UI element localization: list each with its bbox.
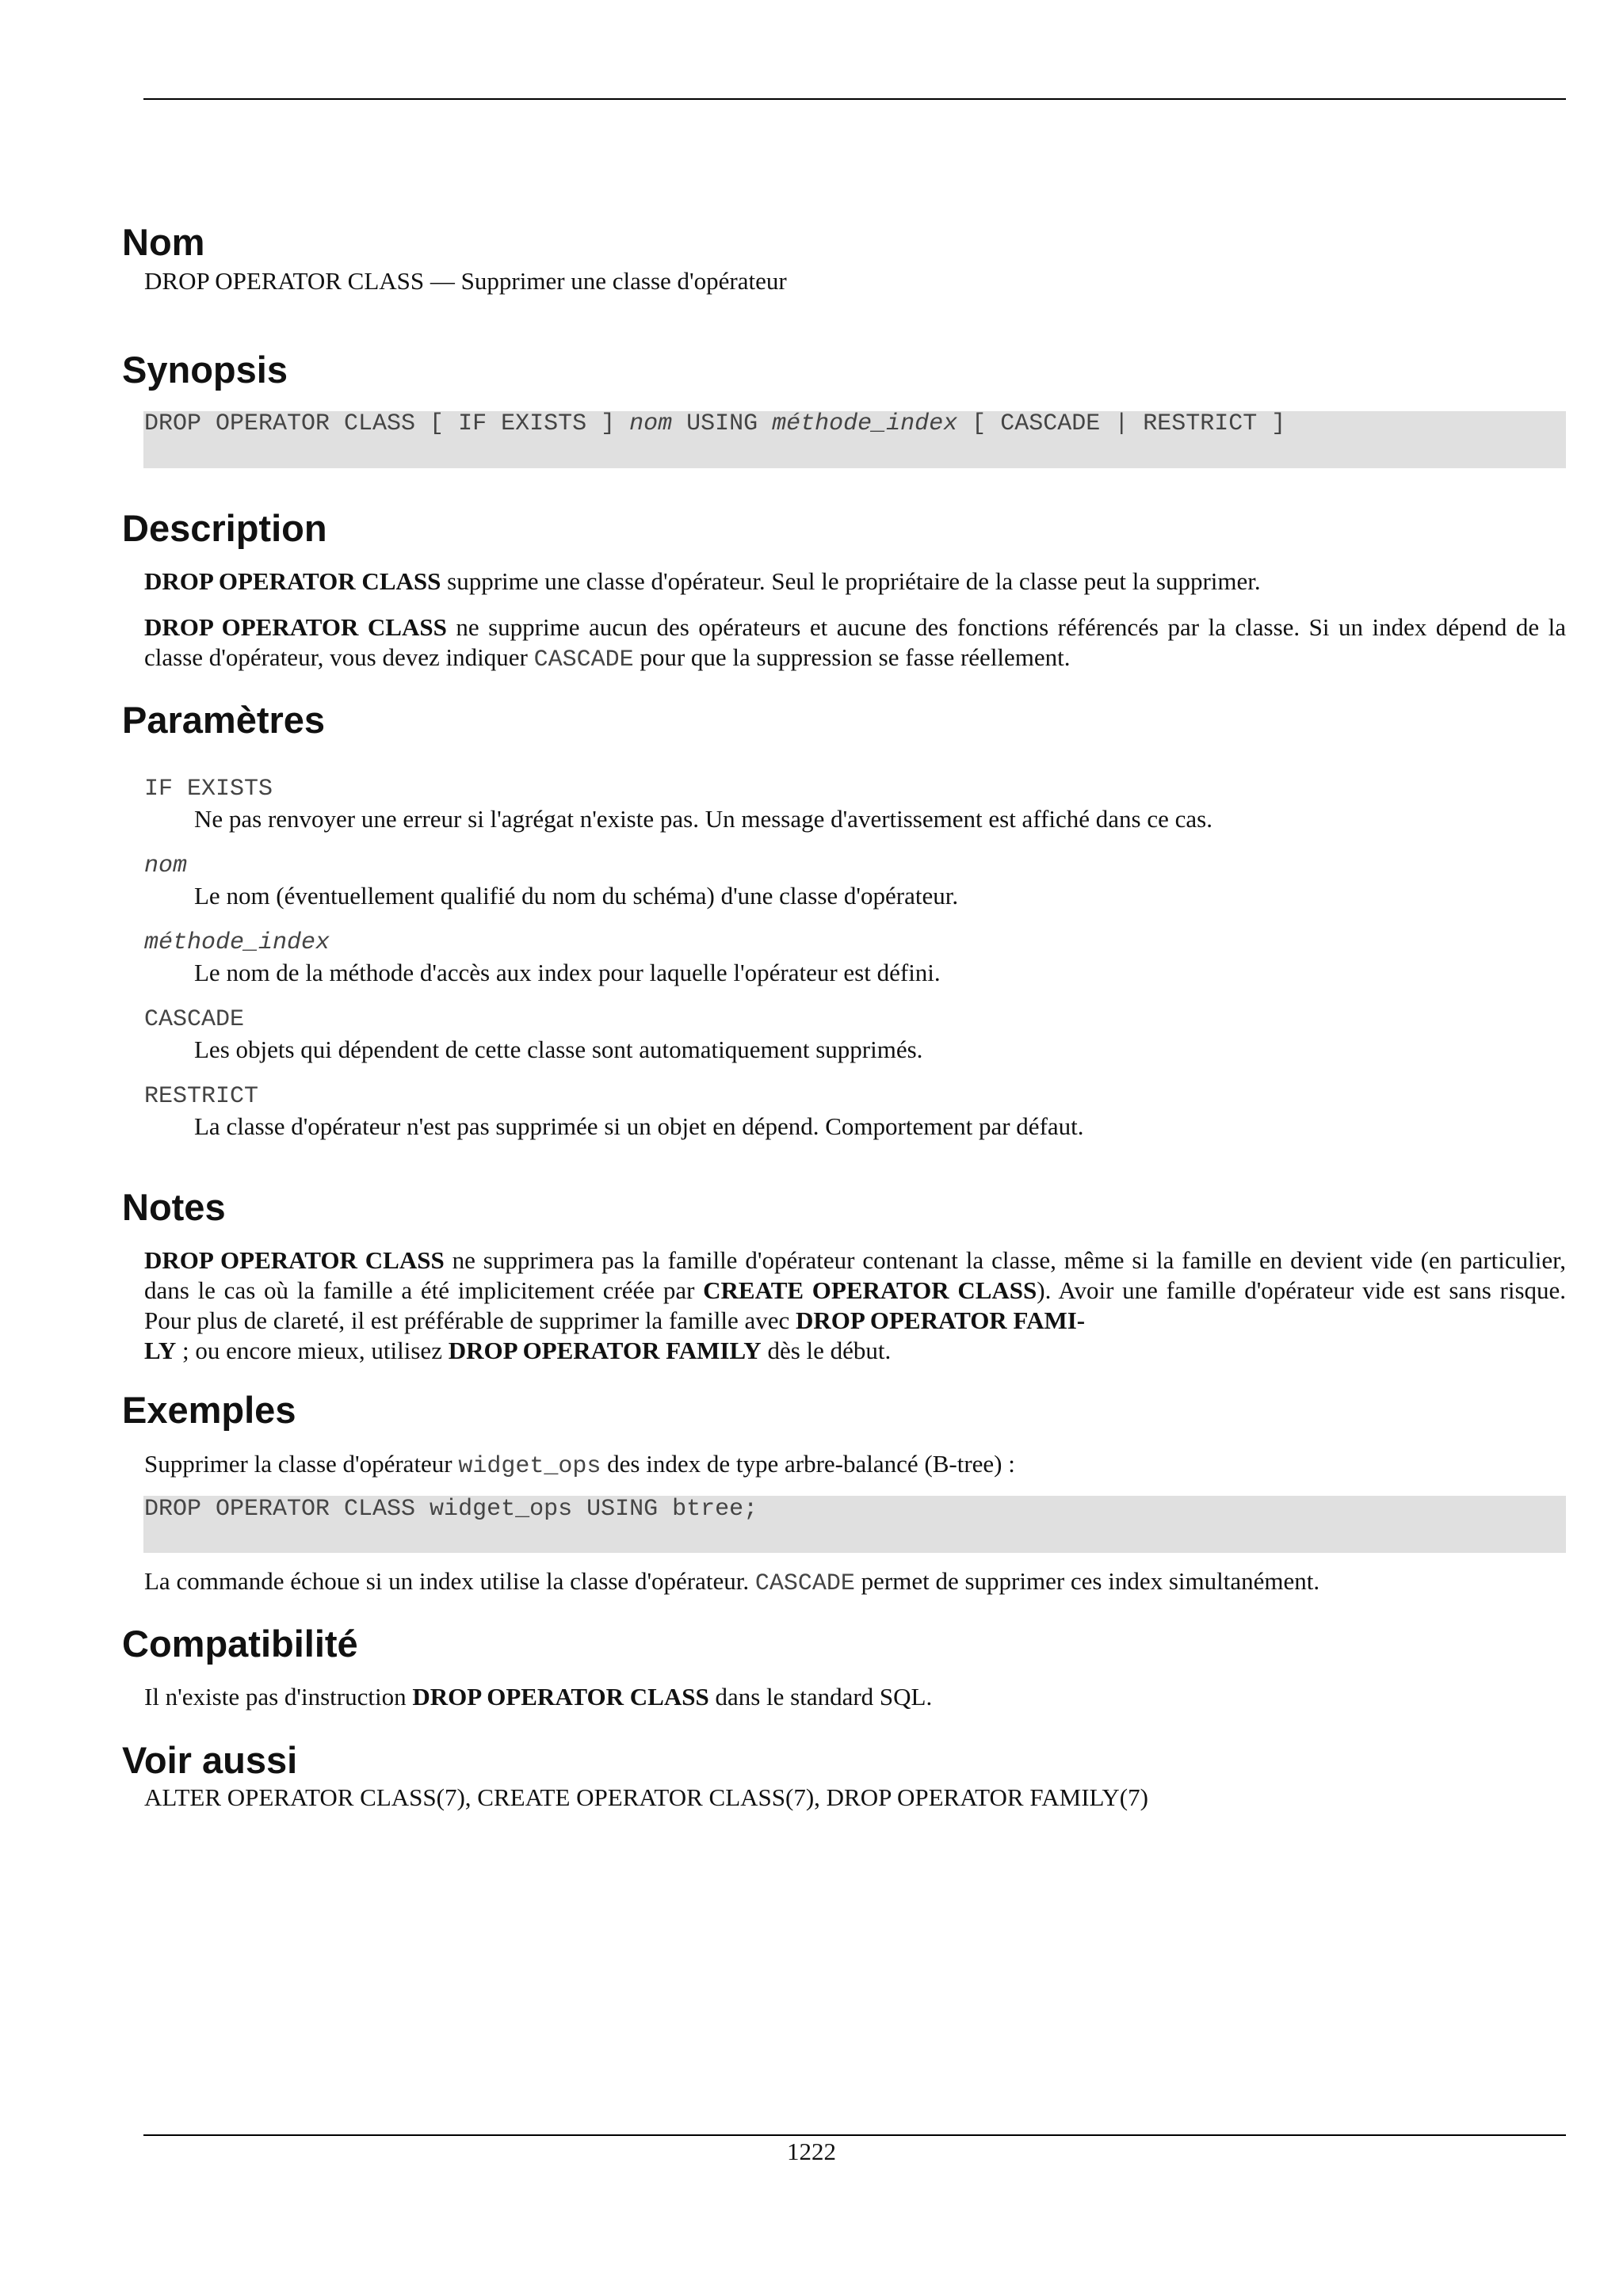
synopsis-part2: USING	[672, 410, 773, 437]
exemples-after-a: La commande échoue si un index utilise la classe d'opérateur.	[144, 1567, 755, 1595]
exemples-code: DROP OPERATOR CLASS widget_ops USING btree;	[144, 1496, 758, 1523]
description-p1-bold: DROP OPERATOR CLASS	[144, 567, 441, 595]
nom-text: DROP OPERATOR CLASS — Supprimer une classe d'opérateur	[144, 267, 787, 295]
exemples-intro-b: des index de type arbre-balancé (B-tree) :	[601, 1450, 1015, 1478]
notes-b1: DROP OPERATOR CLASS	[144, 1246, 445, 1274]
param-def-nom: Le nom (éventuellement qualifié du nom du schéma) d'une classe d'opérateur.	[194, 882, 959, 910]
compatibilite-text	[144, 1682, 1566, 1712]
synopsis-part3: [ CASCADE | RESTRICT ]	[957, 410, 1286, 437]
voir-aussi-text: ALTER OPERATOR CLASS(7), CREATE OPERATOR CLASS(7), DROP OPERATOR FAMILY(7)	[144, 1783, 1148, 1811]
heading-notes: Notes	[122, 1186, 226, 1228]
description-p2-bold: DROP OPERATOR CLASS	[144, 613, 447, 641]
notes-t4: dès le début.	[761, 1337, 892, 1364]
synopsis-code	[144, 409, 1285, 439]
exemples-after-b: permet de supprimer ces index simultanément.	[854, 1567, 1320, 1595]
heading-exemples: Exemples	[122, 1389, 296, 1431]
synopsis-nom: nom	[629, 410, 673, 437]
heading-description: Description	[122, 507, 327, 549]
description-p2-rest-b: pour que la suppression se fasse réellement.	[633, 643, 1071, 671]
heading-compatibilite: Compatibilité	[122, 1623, 358, 1665]
param-term-nom: nom	[144, 852, 188, 879]
footer-rule	[143, 2134, 1566, 2136]
notes-paragraph	[144, 1245, 1566, 1366]
description-paragraph-2	[144, 612, 1566, 675]
heading-parametres: Paramètres	[122, 699, 326, 741]
description-p2-code: CASCADE	[533, 646, 634, 673]
param-term-cascade: CASCADE	[144, 1006, 245, 1033]
description-p2-rest-a: ne supprime aucun des opérateurs et aucune des fonctions référencés par la classe. Si un index dépend de la classe d'opérateur, vous devez indiquer	[144, 613, 1566, 671]
page-number: 1222	[787, 2138, 836, 2165]
exemples-after-code: CASCADE	[754, 1570, 855, 1597]
heading-synopsis: Synopsis	[122, 349, 288, 391]
compatibilite-text-b: dans le standard SQL.	[708, 1683, 933, 1711]
notes-t1: ne supprimera pas la famille d'opérateur contenant la classe, même si la famille en devient vide (en particulier, dans le cas où la famille a été implicitement créée par	[144, 1246, 1566, 1304]
synopsis-part1: DROP OPERATOR CLASS [ IF EXISTS ]	[144, 410, 630, 437]
param-def-if-exists: Ne pas renvoyer une erreur si l'agrégat n'existe pas. Un message d'avertissement est affiché dans ce cas.	[194, 805, 1212, 833]
exemples-intro-code: widget_ops	[458, 1453, 601, 1480]
param-term-if-exists: IF EXISTS	[144, 776, 273, 803]
notes-t2: ). Avoir une famille d'opérateur vide est sans risque. Pour plus de clareté, il est préférable de supprimer la famille avec	[144, 1276, 1567, 1334]
heading-voir-aussi: Voir aussi	[122, 1739, 298, 1781]
param-def-restrict: La classe d'opérateur n'est pas supprimée si un objet en dépend. Comportement par défaut.	[194, 1112, 1084, 1140]
notes-b3a: DROP OPERATOR FAMI-	[796, 1306, 1086, 1334]
description-paragraph-1	[144, 566, 1566, 597]
heading-nom: Nom	[122, 221, 205, 263]
exemples-intro-a: Supprimer la classe d'opérateur	[144, 1450, 459, 1478]
synopsis-methode: méthode_index	[772, 410, 958, 437]
param-term-restrict: RESTRICT	[144, 1083, 259, 1110]
notes-t3: ; ou encore mieux, utilisez	[176, 1337, 449, 1364]
description-p1-rest: supprime une classe d'opérateur. Seul le propriétaire de la classe peut la supprimer.	[441, 567, 1261, 595]
exemples-after	[144, 1566, 1566, 1599]
param-term-methode-index: méthode_index	[144, 929, 330, 956]
param-def-methode-index: Le nom de la méthode d'accès aux index pour laquelle l'opérateur est défini.	[194, 959, 941, 986]
compatibilite-text-a: Il n'existe pas d'instruction	[144, 1683, 413, 1711]
param-def-cascade: Les objets qui dépendent de cette classe sont automatiquement supprimés.	[194, 1035, 923, 1063]
compatibilite-text-bold: DROP OPERATOR CLASS	[412, 1683, 709, 1711]
notes-b2: CREATE OPERATOR CLASS	[703, 1276, 1037, 1304]
exemples-intro	[144, 1449, 1566, 1482]
notes-b4: DROP OPERATOR FAMILY	[448, 1337, 762, 1364]
header-rule	[143, 98, 1566, 100]
notes-b3b: LY	[144, 1337, 177, 1364]
